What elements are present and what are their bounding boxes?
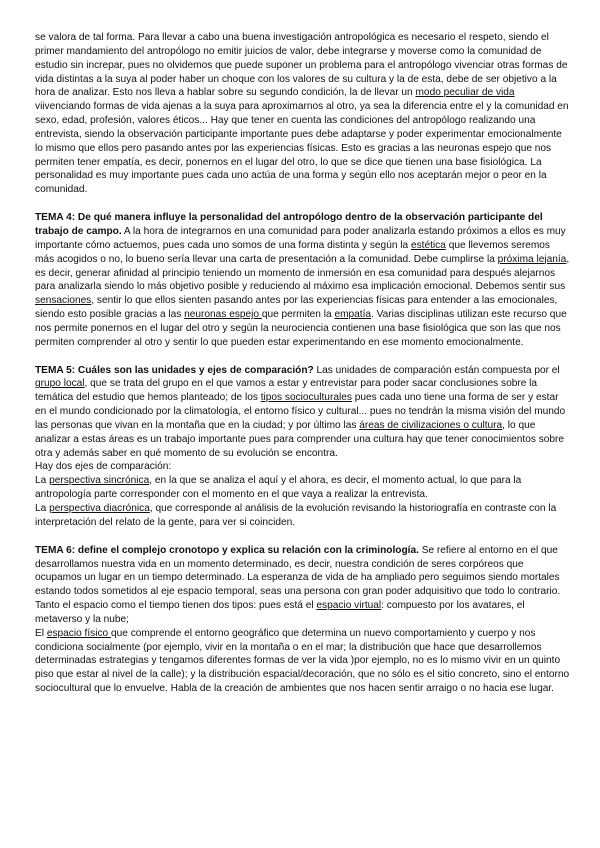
term-estetica: estética <box>410 239 446 251</box>
term-perspectiva-diacronica: perspectiva diacrónica <box>49 503 150 514</box>
term-tipos-socioculturales: tipos socioculturales <box>260 392 352 404</box>
term-espacio-fisico: espacio físico <box>46 627 111 639</box>
tema4-text-3: , es decir, generar afinidad al principio teniendo un momento de inmersión en esa comunidad para después alejarnos para analizarla siendo lo más objetivo posible y reduciendo al máximo esa implicación emocional. Debemos sentir sus <box>35 253 570 293</box>
term-perspectiva-sincronica: perspectiva sincrónica <box>49 475 150 487</box>
intro-text-1: se valora de tal forma. Para llevar a cabo una buena investigación antropológica es necesario el respeto, siendo el primer mandamiento del antropólogo no emitir juicios de valor, debe integrarse y moverse como la comunidad de estudio sin increpar, pues no olvidemos que puede suponer un problema para el antropólogo vivenciar otras formas de vida distintas a la suya al poder haber un choque con los valores de su cultura y la de esta, debe de ser objetivo a la hora de analizar. Esto nos lleva a hablar sobre su segundo condición, la de llevar un <box>35 32 568 99</box>
term-proxima-lejania: próxima lejanía <box>497 253 567 265</box>
tema4-text-4: , sentir lo que ellos sienten pasando antes por las experiencias físicas para entender a las emocionales, siendo esto posible gracias a las <box>35 295 558 321</box>
intro-paragraph <box>35 31 570 197</box>
tema4-paragraph <box>35 211 570 349</box>
term-areas-de-civilizaciones: áreas de civilizaciones o cultura <box>359 419 503 431</box>
document-page <box>35 31 570 696</box>
tema4-text-2: que llevemos seremos más acogidos o no, lo bueno sería llevar una carta de presentación a la comunidad. Debe cumplirse la <box>35 239 550 265</box>
term-sensaciones: sensaciones <box>35 295 92 307</box>
espacio-fisico-prefix: El <box>35 627 47 639</box>
paragraph-gap <box>35 350 570 364</box>
tema5-diacronica <box>35 502 570 530</box>
tema5-paragraph <box>35 364 570 461</box>
tema5-heading: TEMA 5: Cuáles son las unidades y ejes de comparación? <box>35 364 314 376</box>
paragraph-gap <box>35 197 570 211</box>
term-modo-peculiar-de-vida: modo peculiar de vida <box>415 87 515 99</box>
tema6-heading: TEMA 6: define el complejo cronotopo y explica su relación con la criminología. <box>35 544 419 556</box>
term-grupo-local: grupo local <box>35 378 85 390</box>
tema5-text-1: Las unidades de comparación están compuesta por el <box>313 364 560 376</box>
diacronica-text: , que corresponde al análisis de la evolución revisando la historiografía en contraste con la interpretación del relato de la gente, para ver si coinciden. <box>35 503 557 528</box>
tema4-heading: TEMA 4: De qué manera influye la personalidad del antropólogo dentro de la observación participante del trabajo de campo. <box>35 212 543 237</box>
tema6-text-3: que comprende el entorno geográfico que determina un nuevo comportamiento y cuerpo y nos condiciona socialmente (por ejemplo, vivir en la montaña o en el mar; la distribución que hace que desarrollemos determinadas estrategias y tengamos diferentes formas de ver la vida )por ejemplo, no es lo mismo vivir en un quinto piso que estar al nivel de la calle); y la distribución espacial/decoración, que no sólo es el sitio concreto, sino el entorno sociocultural que lo envuelve. Habla de la creación de ambientes que nos hacen sentir arraigo o no hacia ese lugar. <box>35 627 570 695</box>
tema5-text-3: pues cada uno tiene una forma de ser y estar en el mundo condicionado por la climatología, el entorno físico y cultural... pues no tendrán la misma visión del mundo las personas que vivan en la montaña que en la ciudad; y por último las <box>35 392 566 431</box>
tema4-text-5: que permiten la <box>261 309 335 321</box>
term-espacio-virtual: espacio virtual <box>316 600 382 612</box>
tema5-text-4: , lo que analizar a estas áreas es un trabajo importante pues para comprender una cultura hay que tener conocimientos sobre otra y además saber en qué momento de su evolución se encontra. <box>35 419 565 459</box>
tema6-paragraph <box>35 544 570 627</box>
tema4-text-1: A la hora de integrarnos en una comunidad para poder analizarla estando próximos a ellos es muy importante cómo actuemos, pues cada uno somos de una forma distinta y según la <box>35 225 566 251</box>
tema6-text-2: : compuesto por los avatares, el metaverso y la nube; <box>35 600 525 625</box>
diacronica-prefix: La <box>35 503 50 514</box>
tema6-espacio-fisico <box>35 627 570 696</box>
term-neuronas-espejo: neuronas espejo <box>184 309 262 321</box>
tema5-text-2: , que se trata del grupo en el que vamos a estar y entrevistar para poder sacar conclusiones sobre la temática del estudio que hemos planteado; de los <box>35 378 538 404</box>
intro-text-2: viivenciando formas de vida ajenas a la suya para aproximarnos al otro, ya sea la diferencia entre el y la comunidad en sexo, edad, profesión, valores éticos... Hay que tener en cuenta las condiciones del antropólogo realizando una entrevista, siendo la observación participante importante pues debe adaptarse y poder experimentar emocionalmente lo mismo que ellos pero pasando antes por las experiencias físicas. Esto es gracias a las neuronas espejo que nos permiten tener empatía, es decir, ponernos en el lugar del otro, lo que se dice que tienen una base fisiológica. La personalidad es muy importante pues cada uno actúa de una forma y según ello nos aceptarán mejor o peor en la comunidad. <box>35 101 569 196</box>
term-empatia: empatía <box>334 309 372 321</box>
tema4-text-6: . Varias disciplinas utilizan este recurso que nos permite ponernos en el lugar del otro y según la neurociencia contienen una base fisiológica que son las que nos permiten comprender al otro y sentir lo que pueden estar experimentando en ese momento emocionalmente. <box>35 309 567 348</box>
tema5-ejes-intro: Hay dos ejes de comparación: <box>35 461 172 473</box>
sincronica-prefix: La <box>35 475 50 487</box>
sincronica-text: , en la que se analiza el aquí y el ahora, es decir, el momento actual, lo que para la antropología parte corresponder con el momento en el que vaya a realizar la entrevista. <box>35 475 522 501</box>
paragraph-gap <box>35 530 570 544</box>
tema5-sincronica <box>35 474 570 502</box>
tema6-text-1: Se refiere al entorno en el que desarrollamos nuestra vida en un momento determinado, es decir, nuestra condición de seres corpóreos que ocupamos un lugar en un tiempo determinado. La esperanza de vida de ha ampliado pero seguimos siendo mortales estando todos sometidos al eje espacio temporal, seas una persona con gran poder adquisitivo que todo lo contrario. Tanto el espacio como el tiempo tienen dos tipos: pues está el <box>35 544 561 612</box>
